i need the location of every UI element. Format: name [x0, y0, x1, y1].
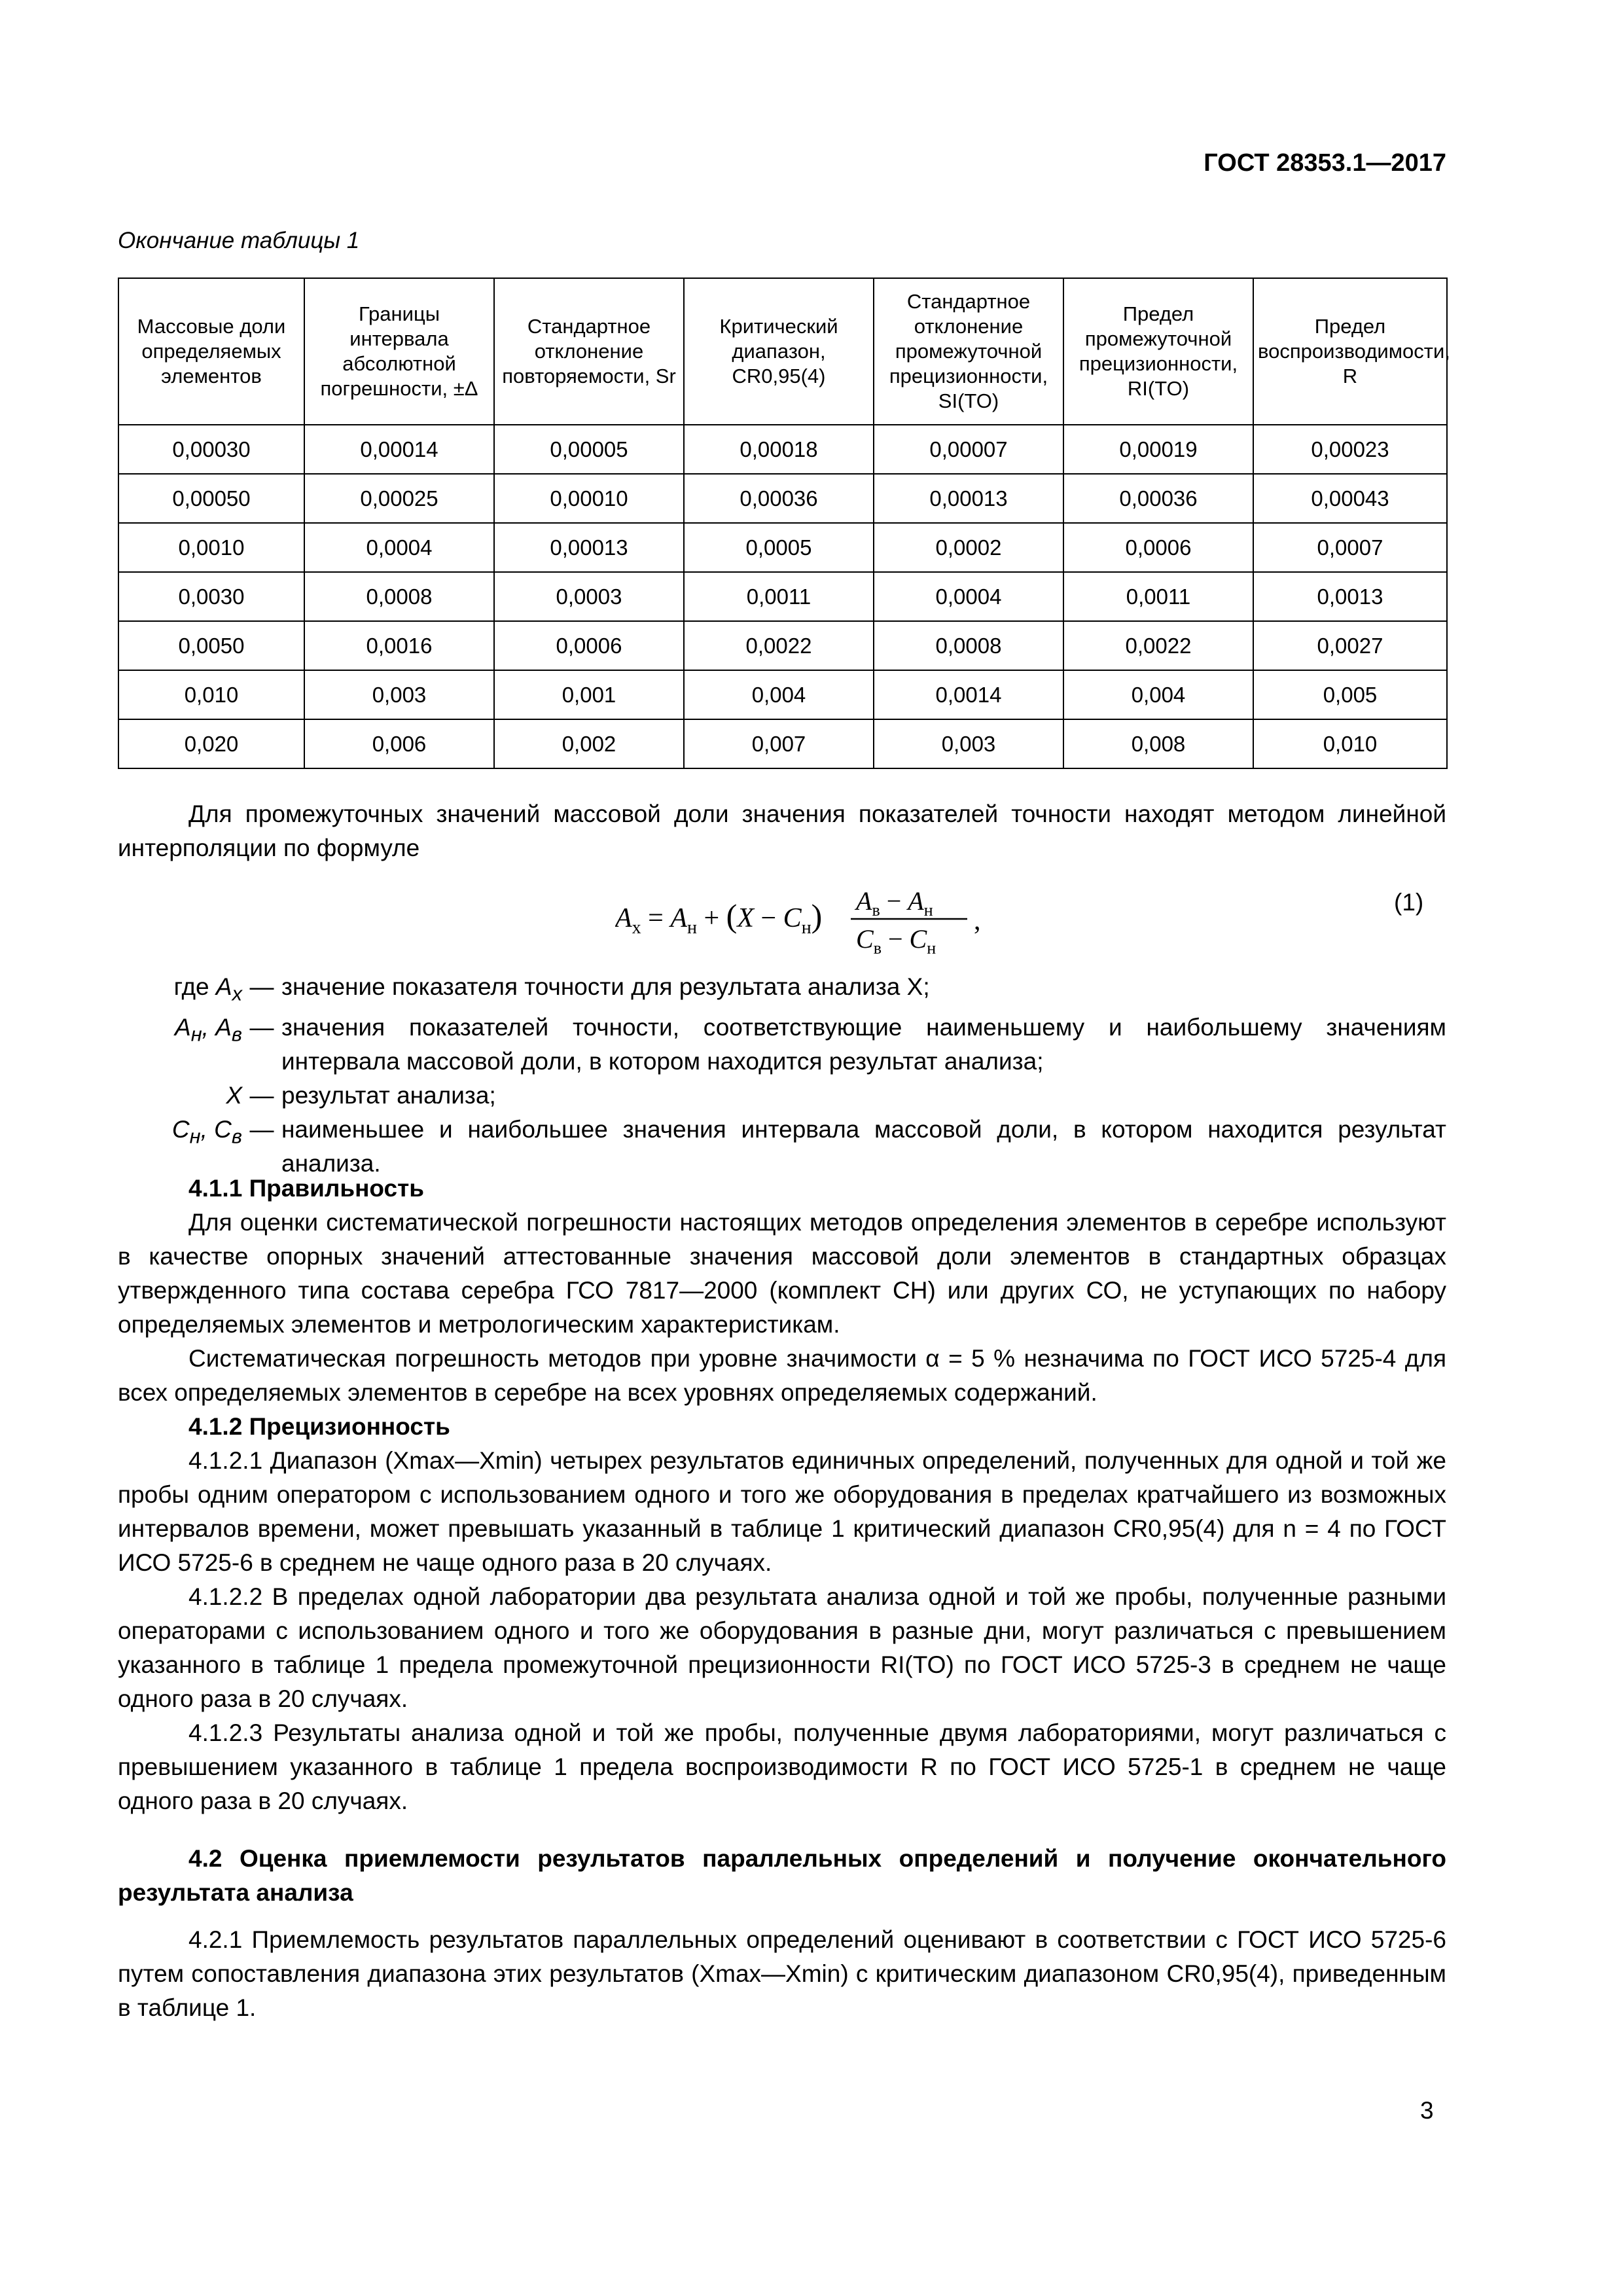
- column-header: Стандартное отклонение повторяемости, Sr: [494, 278, 684, 425]
- table-row: [118, 572, 1447, 621]
- intro-text: Для промежуточных значений массовой доли значения показателей точности находят методом линейной интерполяции по формуле: [118, 800, 1446, 861]
- table-cell: 0,0022: [684, 621, 874, 670]
- table-cell: 0,0010: [118, 523, 304, 572]
- table-row: [118, 719, 1447, 768]
- table-cell: 0,0005: [684, 523, 874, 572]
- table-cell: 0,00030: [118, 425, 304, 474]
- formula-numerator: $A_в - A_н$: [856, 886, 933, 920]
- table-caption: Окончание таблицы 1: [118, 228, 360, 253]
- table-cell: 0,004: [1063, 670, 1253, 719]
- where-symbol: $C_н$, $C_в$: [171, 1116, 242, 1148]
- table-cell: 0,010: [1253, 719, 1447, 768]
- paragraph: Систематическая погрешность методов при уровне значимости α = 5 % незначима по ГОСТ ИСО 5725-4 для всех определяемых элементов в серебре на всех уровнях определяемых содержаний.: [118, 1345, 1446, 1406]
- table-cell: 0,0006: [1063, 523, 1253, 572]
- where-symbol: $A_н$, $A_в$: [175, 1014, 242, 1046]
- paragraph: 4.2.1 Приемлемость результатов параллельных определений оценивают в соответствии с ГОСТ ИСО 5725-6 путем сопоставления диапазона этих результатов (Xmax—Xmin) с критическим диапазоном CR0,95(4), приведенным в таблице 1.: [118, 1926, 1446, 2021]
- interpolation-formula: [615, 869, 1086, 967]
- table-cell: 0,00025: [304, 474, 494, 523]
- where-item: где $A_x$ — значение показателя точности для результата анализа X;: [118, 970, 1446, 1011]
- table-cell: 0,0004: [304, 523, 494, 572]
- table-cell: 0,0013: [1253, 572, 1447, 621]
- table-cell: 0,008: [1063, 719, 1253, 768]
- table-cell: 0,007: [684, 719, 874, 768]
- section-heading: 4.2 Оценка приемлемости результатов параллельных определений и получение окончательного результата анализа: [118, 1845, 1446, 1906]
- table-row: [118, 621, 1447, 670]
- table-cell: 0,0027: [1253, 621, 1447, 670]
- table-cell: 0,006: [304, 719, 494, 768]
- paragraph: 4.1.2.2 В пределах одной лаборатории два результата анализа одной и той же пробы, полученные разными операторами с использованием одного и того же оборудования в разные дни, могут различаться с превышением указанного в таблице 1 предела промежуточной прецизионности RI(TO) по ГОСТ ИСО 5725-3 в среднем не чаще одного раза в 20 случаях.: [118, 1583, 1446, 1712]
- column-header: Массовые доли определяемых элементов: [118, 278, 304, 425]
- where-item: $A_н$, $A_в$ — значения показателей точности, соответствующие наименьшему и наибольшему значениям интервала массовой доли, в котором находится результат анализа;: [118, 1011, 1446, 1079]
- paragraph: Для оценки систематической погрешности настоящих методов определения элементов в серебре используют в качестве опорных значений аттестованные значения массовой доли элементов в стандартных образцах утвержденного типа состава серебра ГСО 7817—2000 (комплект СН) или других СО, не уступающих по набору определяемых элементов и метрологическим характеристикам.: [118, 1209, 1446, 1338]
- intro-paragraph: [118, 797, 1446, 865]
- table-cell: 0,00019: [1063, 425, 1253, 474]
- where-item: X — результат анализа;: [118, 1079, 1446, 1113]
- table-cell: 0,0002: [874, 523, 1063, 572]
- table-cell: 0,0008: [304, 572, 494, 621]
- table-cell: 0,020: [118, 719, 304, 768]
- table-cell: 0,00023: [1253, 425, 1447, 474]
- section-heading: 4.1.2 Прецизионность: [188, 1413, 450, 1440]
- table-cell: 0,0011: [1063, 572, 1253, 621]
- table-row: [118, 425, 1447, 474]
- table-cell: 0,0016: [304, 621, 494, 670]
- table-cell: 0,00013: [874, 474, 1063, 523]
- table-row: [118, 670, 1447, 719]
- formula-number: (1): [1394, 889, 1424, 916]
- paragraph: 4.1.2.1 Диапазон (Xmax—Xmin) четырех результатов единичных определений, полученных для одной и той же пробы одним оператором с использованием одного и того же оборудования в пределах кратчайшего из возможных интервалов времени, может превышать указанный в таблице 1 критический диапазон CR0,95(4) для n = 4 по ГОСТ ИСО 5725-6 в среднем не чаще одного раза в 20 случаях.: [118, 1447, 1446, 1576]
- table-cell: 0,00014: [304, 425, 494, 474]
- formula-comma: ,: [974, 906, 981, 936]
- table-cell: 0,003: [304, 670, 494, 719]
- page-number: 3: [1420, 2097, 1434, 2124]
- table-cell: 0,0022: [1063, 621, 1253, 670]
- where-definition: наименьшее и наибольшее значения интервала массовой доли, в котором находится результат анализа.: [281, 1116, 1446, 1177]
- column-header: Границы интервала абсолютной погрешности, ±Δ: [304, 278, 494, 425]
- table-cell: 0,0004: [874, 572, 1063, 621]
- table-cell: 0,005: [1253, 670, 1447, 719]
- table-cell: 0,001: [494, 670, 684, 719]
- table-row: [118, 523, 1447, 572]
- column-header: Стандартное отклонение промежуточной прецизионности, SI(TO): [874, 278, 1063, 425]
- formula-denominator: $C_в - C_н$: [856, 924, 936, 958]
- table-cell: 0,002: [494, 719, 684, 768]
- where-definition: результат анализа;: [281, 1082, 496, 1109]
- where-list: [118, 970, 1446, 1181]
- table-cell: 0,00036: [1063, 474, 1253, 523]
- column-header: Критический диапазон, CR0,95(4): [684, 278, 874, 425]
- table-cell: 0,0008: [874, 621, 1063, 670]
- where-definition: значения показателей точности, соответствующие наименьшему и наибольшему значениям интервала массовой доли, в котором находится результат анализа;: [281, 1014, 1446, 1075]
- where-item: $C_н$, $C_в$ — наименьшее и наибольшее значения интервала массовой доли, в котором находится результат анализа.: [118, 1113, 1446, 1181]
- table-cell: 0,00005: [494, 425, 684, 474]
- table-cell: 0,00036: [684, 474, 874, 523]
- table-cell: 0,0050: [118, 621, 304, 670]
- table-cell: 0,0007: [1253, 523, 1447, 572]
- table-cell: 0,00043: [1253, 474, 1447, 523]
- table-cell: 0,00013: [494, 523, 684, 572]
- table-row: [118, 474, 1447, 523]
- table-cell: 0,010: [118, 670, 304, 719]
- table-cell: 0,0006: [494, 621, 684, 670]
- paragraph: 4.1.2.3 Результаты анализа одной и той же пробы, полученные двумя лабораториями, могут различаться с превышением указанного в таблице 1 предела воспроизводимости R по ГОСТ ИСО 5725-1 в среднем не чаще одного раза в 20 случаях.: [118, 1719, 1446, 1814]
- table-cell: 0,00010: [494, 474, 684, 523]
- document-code: ГОСТ 28353.1—2017: [1204, 149, 1446, 177]
- section-4-1: [118, 1172, 1446, 2025]
- table-cell: 0,004: [684, 670, 874, 719]
- where-definition: значение показателя точности для результата анализа X;: [281, 973, 930, 1000]
- table-cell: 0,0003: [494, 572, 684, 621]
- formula-lhs: $A_x = A_н + (X - C_н)$: [615, 897, 823, 938]
- table-cell: 0,0011: [684, 572, 874, 621]
- where-symbol: где $A_x$: [173, 973, 242, 1005]
- column-header: Предел промежуточной прецизионности, RI(TO): [1063, 278, 1253, 425]
- table-cell: 0,003: [874, 719, 1063, 768]
- data-table: [118, 278, 1448, 769]
- table-cell: 0,00018: [684, 425, 874, 474]
- table-cell: 0,00050: [118, 474, 304, 523]
- table-header-row: [118, 278, 1447, 425]
- table-cell: 0,00007: [874, 425, 1063, 474]
- table-cell: 0,0030: [118, 572, 304, 621]
- where-symbol: X: [226, 1082, 242, 1109]
- section-heading: 4.1.1 Правильность: [188, 1175, 424, 1202]
- table-cell: 0,0014: [874, 670, 1063, 719]
- column-header: Предел воспроизводимости, R: [1253, 278, 1447, 425]
